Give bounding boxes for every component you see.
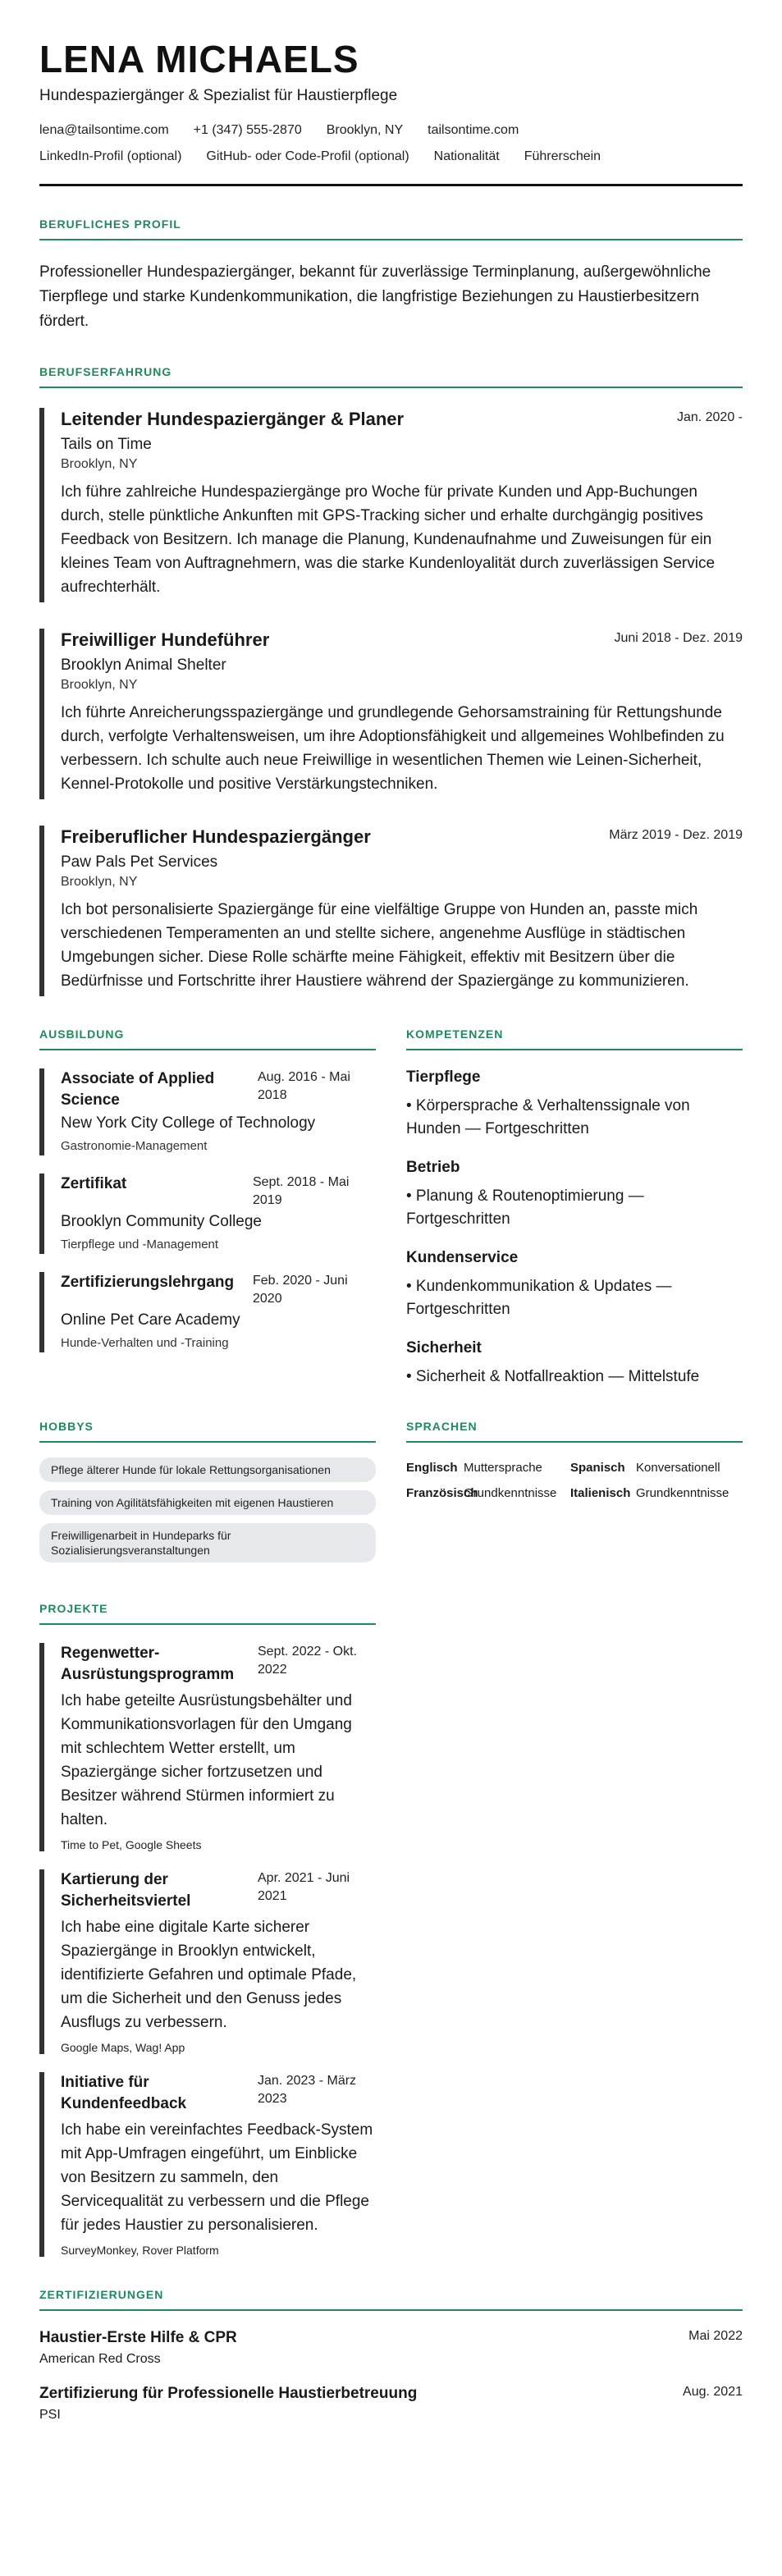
section-divider: [39, 2309, 743, 2311]
language-name: Italienisch: [570, 1486, 631, 1500]
project-title: Regenwetter-Ausrüstungsprogramm: [61, 1645, 235, 1683]
school: New York City College of Technology: [61, 1114, 316, 1132]
contact-phone[interactable]: +1 (347) 555-2870: [193, 123, 302, 137]
employer: Brooklyn Animal Shelter: [61, 657, 226, 674]
job-title: Freiberuflicher Hundespaziergänger: [61, 826, 371, 847]
job-description: Ich bot personalisierte Spaziergänge für eine vielfältige Gruppe von Hunden an, passte mich verschiedenen Temperamenten an und stellte sichere, angenehme Ausflüge in städtischen Umgebungen sicher. Diese Rolle schärfte meine Fähigkeit, effektiv mit Besitzern über die Bedürfnisse und Fortschritte ihrer Haustiere während der Spaziergänge zu kommunizieren.: [61, 901, 698, 990]
hobby-tag: Freiwilligenarbeit in Hundeparks für Sozialisierungsveranstaltungen: [39, 1523, 376, 1563]
section-divider: [406, 1441, 743, 1443]
section-divider: [39, 1441, 376, 1443]
project-item: [39, 1869, 376, 2054]
skill-item: • Planung & Routenoptimierung — Fortgeschritten: [406, 1187, 644, 1228]
language-name: Französisch: [406, 1486, 478, 1500]
experience-list: [39, 408, 743, 996]
job-title: Leitender Hundespaziergänger & Planer: [61, 409, 405, 429]
education-date: Feb. 2020 - Juni 2020: [253, 1274, 348, 1306]
contact-email[interactable]: lena@tailsontime.com: [39, 123, 169, 137]
degree: Associate of Applied Science: [61, 1070, 215, 1109]
section-title: BERUFSERFAHRUNG: [39, 365, 172, 378]
certification-issuer: PSI: [39, 2408, 61, 2422]
project-description: Ich habe geteilte Ausrüstungsbehälter und Kommunikationsvorlagen für den Umgang mit schlechtem Wetter erstellt, um Spaziergänge sicher fortzusetzen und Besitzer während Stürmen informiert zu halten.: [61, 1692, 352, 1828]
job-title: Freiwilliger Hundeführer: [61, 629, 270, 650]
project-date: Apr. 2021 - Juni 2021: [258, 1871, 350, 1903]
language-list: [406, 1461, 743, 1500]
hobby-tag: Pflege älterer Hunde für lokale Rettungsorganisationen: [39, 1457, 376, 1482]
hobby-tag: Training von Agilitätsfähigkeiten mit eigenen Haustieren: [39, 1490, 376, 1515]
nationality: Nationalität: [433, 149, 500, 163]
project-title: Initiative für Kundenfeedback: [61, 2074, 187, 2112]
education-section: [39, 1027, 376, 1389]
field-of-study: Gastronomie-Management: [61, 1139, 208, 1153]
section-divider: [39, 1623, 376, 1625]
project-item: [39, 1643, 376, 1851]
skill-item: • Kundenkommunikation & Updates — Fortgeschritten: [406, 1278, 672, 1318]
certifications-section: [39, 2288, 743, 2423]
job-location: Brooklyn, NY: [61, 678, 138, 692]
education-date: Aug. 2016 - Mai 2018: [258, 1070, 350, 1102]
profile-summary: Professioneller Hundespaziergänger, bekannt für zuverlässige Terminplanung, außergewöhnliche Tierpflege und starke Kundenkommunikation, die langfristige Beziehungen zu Haustierbesitzern fördert.: [39, 263, 711, 330]
project-item: [39, 2072, 376, 2257]
section-title: KOMPETENZEN: [406, 1027, 504, 1041]
skill-item: • Körpersprache & Verhaltenssignale von Hunden — Fortgeschritten: [406, 1097, 690, 1137]
language-level: Grundkenntnisse: [464, 1486, 557, 1500]
section-divider: [406, 1049, 743, 1050]
skill-category: Tierpflege: [406, 1068, 481, 1086]
job-description: Ich führte Anreicherungsspaziergänge und grundlegende Gehorsamstraining für Rettungshunde durch, verfolgte Verhaltensweisen, um ihre Adoptionsfähigkeit und allgemeines Wohlbefinden zu verbessern. Ich schulte auch neue Freiwillige in wesentlichen Themen wie Leinen-Sicherheit, Kennel-Protokolle und positive Verstärkungstechniken.: [61, 704, 725, 793]
project-description: Ich habe ein vereinfachtes Feedback-System mit App-Umfragen eingeführt, um Einblicke von Besitzern zu sammeln, den Servicequalität zu verbessern und die Pflege für jedes Haustier zu personalisieren.: [61, 2121, 373, 2234]
certification-item: [39, 2385, 743, 2423]
job-date: März 2019 - Dez. 2019: [609, 828, 743, 842]
employer: Paw Pals Pet Services: [61, 853, 218, 871]
field-of-study: Hunde-Verhalten und -Training: [61, 1336, 229, 1350]
skills-section: [406, 1027, 743, 1389]
job-date: Jan. 2020 -: [676, 410, 743, 424]
experience-item: [39, 826, 743, 996]
drivers-license: Führerschein: [524, 149, 601, 163]
contact-location: Brooklyn, NY: [326, 123, 404, 137]
degree: Zertifikat: [61, 1175, 127, 1192]
header-divider: [39, 184, 743, 186]
project-date: Jan. 2023 - März 2023: [258, 2074, 357, 2106]
employer: Tails on Time: [61, 436, 152, 453]
job-location: Brooklyn, NY: [61, 875, 138, 889]
skill-category: Kundenservice: [406, 1249, 519, 1266]
links-row: [39, 149, 743, 164]
project-tools: Time to Pet, Google Sheets: [61, 1838, 202, 1851]
project-tools: SurveyMonkey, Rover Platform: [61, 2244, 219, 2257]
certification-date: Aug. 2021: [683, 2385, 743, 2399]
language-name: Englisch: [406, 1461, 458, 1475]
section-title: ZERTIFIZIERUNGEN: [39, 2288, 164, 2301]
education-item: [39, 1174, 376, 1254]
language-name: Spanisch: [570, 1461, 625, 1475]
headline: Hundespaziergänger & Spezialist für Haustierpflege: [39, 87, 398, 104]
contact-website[interactable]: tailsontime.com: [428, 123, 519, 137]
linkedin-link[interactable]: LinkedIn-Profil (optional): [39, 149, 182, 163]
job-description: Ich führe zahlreiche Hundespaziergänge pro Woche für private Kunden und App-Buchungen durch, stelle pünktliche Ankunften mit GPS-Tracking sicher und erhalte durchgängig positives Feedback von Besitzern. Ich manage die Planung, Kundenaufnahme und Zuweisungen für ein kleines Team von Auftragnehmern, was die starke Kundenloyalität durch zuverlässigen Service aufrechterhält.: [61, 483, 716, 596]
project-description: Ich habe eine digitale Karte sicherer Spaziergänge in Brooklyn entwickelt, identifizierte Gefahren und optimale Pfade, um die Sicherheit und den Genuss jedes Ausflugs zu verbessern.: [61, 1919, 357, 2031]
hobby-list: [39, 1457, 376, 1563]
experience-item: [39, 408, 743, 602]
certification-name: Haustier-Erste Hilfe & CPR: [39, 2329, 237, 2346]
hobbies-languages-row: [39, 1420, 743, 1571]
job-location: Brooklyn, NY: [61, 457, 138, 471]
skill-category: Betrieb: [406, 1159, 460, 1176]
experience-item: [39, 629, 743, 799]
github-link[interactable]: GitHub- oder Code-Profil (optional): [206, 149, 409, 163]
projects-section: [39, 1602, 376, 2257]
language-level: Grundkenntnisse: [636, 1486, 729, 1500]
section-title: SPRACHEN: [406, 1420, 478, 1433]
education-item: [39, 1068, 376, 1155]
certification-item: [39, 2329, 743, 2367]
certification-date: Mai 2022: [688, 2329, 743, 2343]
job-date: Juni 2018 - Dez. 2019: [614, 631, 743, 645]
certification-issuer: American Red Cross: [39, 2352, 161, 2366]
section-title: HOBBYS: [39, 1420, 94, 1433]
school: Online Pet Care Academy: [61, 1311, 240, 1329]
education-skills-row: [39, 1027, 743, 1389]
skill-item: • Sicherheit & Notfallreaktion — Mittelstufe: [406, 1368, 700, 1385]
section-divider: [39, 387, 743, 388]
section-divider: [39, 1049, 376, 1050]
skill-category: Sicherheit: [406, 1339, 482, 1357]
section-divider: [39, 239, 743, 240]
candidate-name: LENA MICHAELS: [39, 38, 359, 80]
language-level: Muttersprache: [464, 1461, 542, 1475]
section-title: AUSBILDUNG: [39, 1027, 125, 1041]
section-title: PROJEKTE: [39, 1602, 108, 1615]
education-date: Sept. 2018 - Mai 2019: [253, 1175, 350, 1207]
languages-section: [406, 1420, 743, 1571]
project-date: Sept. 2022 - Okt. 2022: [258, 1645, 357, 1677]
certification-name: Zertifizierung für Professionelle Haustierbetreuung: [39, 2385, 418, 2402]
language-level: Konversationell: [636, 1461, 720, 1475]
hobbies-section: [39, 1420, 376, 1571]
education-item: [39, 1272, 376, 1352]
contact-row: [39, 123, 743, 138]
degree: Zertifizierungslehrgang: [61, 1274, 235, 1291]
section-title: BERUFLICHES PROFIL: [39, 217, 181, 231]
field-of-study: Tierpflege und -Management: [61, 1238, 219, 1251]
school: Brooklyn Community College: [61, 1213, 262, 1230]
profile-section: [39, 217, 743, 334]
project-tools: Google Maps, Wag! App: [61, 2041, 185, 2054]
experience-section: [39, 365, 743, 996]
project-title: Kartierung der Sicherheitsviertel: [61, 1871, 191, 1910]
resume-header: [39, 36, 743, 186]
